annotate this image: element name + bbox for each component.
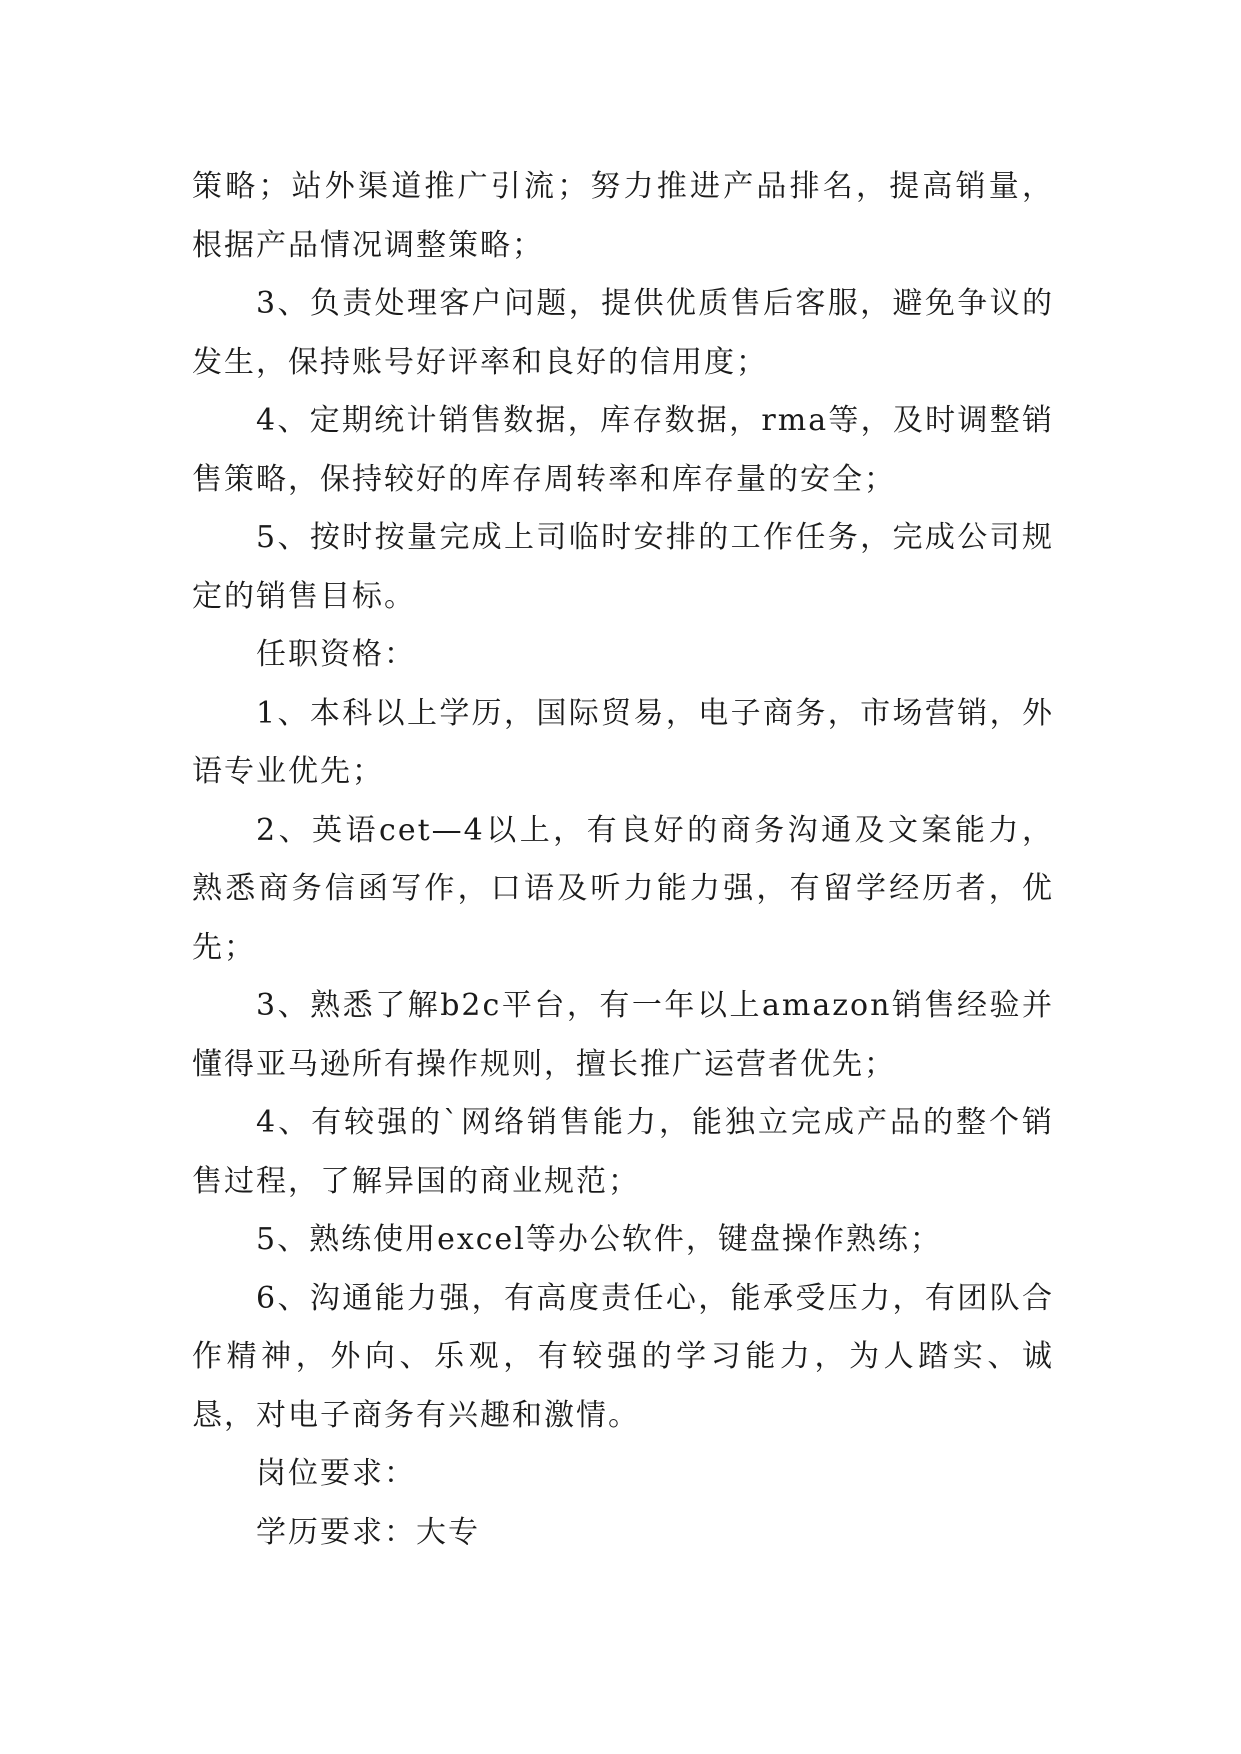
paragraph-qualification-2: 2、英语cet—4以上，有良好的商务沟通及文案能力，熟悉商务信函写作，口语及听力能力强，有留学经历者，优先；	[192, 812, 1054, 965]
section-heading-qualifications: 任职资格：	[256, 637, 416, 672]
paragraph-education-requirement: 学历要求：大专	[256, 1514, 480, 1550]
paragraph-qualification-5: 5、熟练使用excel等办公软件，键盘操作熟练；	[256, 1222, 942, 1257]
paragraph-duty-3: 3、负责处理客户问题，提供优质售后客服，避免争议的发生，保持账号好评率和良好的信用度；	[192, 286, 1054, 380]
paragraph-duty-4: 4、定期统计销售数据，库存数据，rma等，及时调整销售策略，保持较好的库存周转率和库存量的安全；	[192, 403, 1054, 497]
paragraph-duty-5: 5、按时按量完成上司临时安排的工作任务，完成公司规定的销售目标。	[192, 520, 1054, 614]
paragraph-qualification-4: 4、有较强的`网络销售能力，能独立完成产品的整个销售过程，了解异国的商业规范；	[192, 1105, 1054, 1199]
paragraph-qualification-6: 6、沟通能力强，有高度责任心，能承受压力，有团队合作精神，外向、乐观，有较强的学习能力，为人踏实、诚恳，对电子商务有兴趣和激情。	[192, 1280, 1054, 1433]
section-heading-job-requirements: 岗位要求：	[256, 1456, 416, 1491]
document-body	[192, 158, 1054, 1562]
paragraph-strategy-continuation: 策略；站外渠道推广引流；努力推进产品排名，提高销量，根据产品情况调整策略；	[192, 169, 1054, 263]
paragraph-qualification-1: 1、本科以上学历，国际贸易，电子商务，市场营销，外语专业优先；	[192, 695, 1054, 789]
paragraph-qualification-3: 3、熟悉了解b2c平台，有一年以上amazon销售经验并懂得亚马逊所有操作规则，擅长推广运营者优先；	[192, 988, 1054, 1082]
